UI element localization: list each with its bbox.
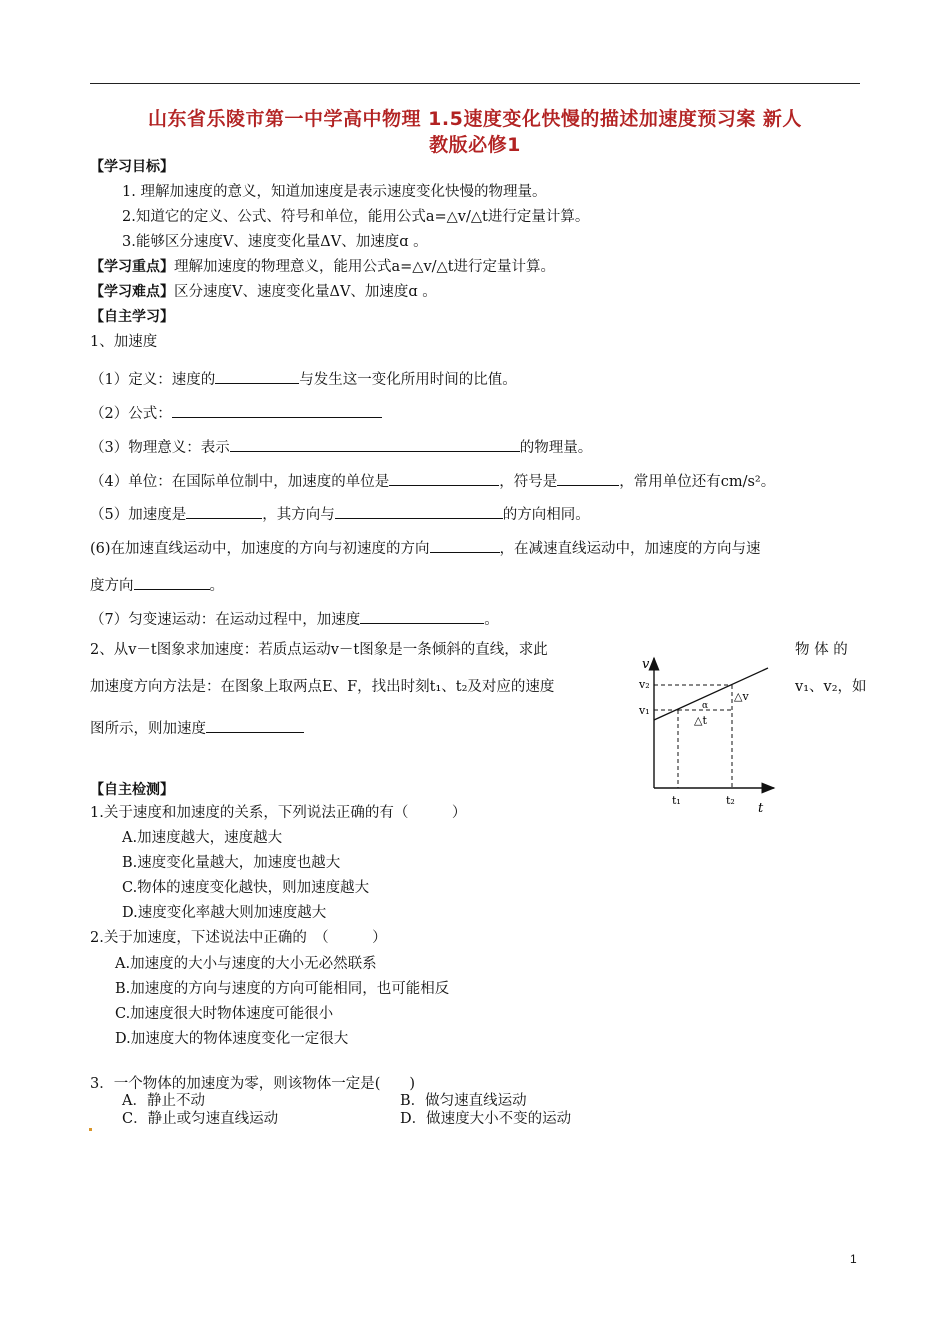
q5-blank-1[interactable] bbox=[186, 504, 262, 519]
key-points-text: 理解加速度的物理意义，能用公式a=△v/△t进行定量计算。 bbox=[174, 259, 555, 275]
q1-option-b[interactable]: B.速度变化量越大，加速度也越大 bbox=[122, 855, 341, 871]
q3-prefix: （3）物理意义：表示 bbox=[90, 440, 230, 456]
q4-prefix: （4）单位：在国际单位制中，加速度的单位是 bbox=[90, 474, 390, 490]
section-2-line3-text: 图所示，则加速度 bbox=[90, 721, 206, 737]
q5-prefix: （5）加速度是 bbox=[90, 507, 187, 523]
objective-item-1: 1. 理解加速度的意义，知道加速度是表示速度变化快慢的物理量。 bbox=[122, 184, 547, 200]
objective-item-2: 2.知道它的定义、公式、符号和单位，能用公式a=△v/△t进行定量计算。 bbox=[122, 209, 590, 225]
q5-middle: ，其方向与 bbox=[262, 507, 335, 523]
q4-suffix: ，常用单位还有cm/s²。 bbox=[619, 474, 776, 490]
page-number: 1 bbox=[850, 1252, 857, 1266]
check-header: 【自主检测】 bbox=[90, 782, 174, 798]
section-2-line2: 加速度方向方法是：在图象上取两点E、F，找出时刻t₁、t₂及对应的速度 bbox=[90, 679, 555, 695]
q3-blank[interactable] bbox=[230, 437, 520, 452]
vt-graph bbox=[628, 648, 786, 818]
header-rule bbox=[90, 83, 860, 84]
vt-line bbox=[654, 668, 768, 720]
q6-blank-1[interactable] bbox=[430, 538, 500, 553]
objectives-header: 【学习目标】 bbox=[90, 159, 174, 175]
v2-label: v₂ bbox=[639, 678, 650, 691]
q5-blank-2[interactable] bbox=[335, 504, 503, 519]
question-definition bbox=[90, 369, 517, 388]
q2-option-a[interactable]: A.加速度的大小与速度的大小无必然联系 bbox=[115, 956, 377, 972]
question-formula bbox=[90, 403, 382, 422]
check-question-3: 3．一个物体的加速度为零，则该物体一定是( ) bbox=[90, 1076, 416, 1092]
self-study-header: 【自主学习】 bbox=[90, 309, 174, 325]
q6-prefix: (6)在加速直线运动中，加速度的方向与初速度的方向 bbox=[90, 541, 430, 557]
v-axis-label: v bbox=[642, 657, 650, 672]
acceleration-blank[interactable] bbox=[206, 718, 304, 733]
q2-option-b[interactable]: B.加速度的方向与速度的方向可能相同，也可能相反 bbox=[115, 981, 450, 997]
q3-suffix: 的物理量。 bbox=[519, 440, 593, 456]
q6-suffix: ，在减速直线运动中，加速度的方向与速 bbox=[499, 541, 761, 557]
difficulties bbox=[90, 285, 437, 300]
dt-label: △t bbox=[694, 714, 707, 727]
t-axis-label: t bbox=[758, 801, 764, 816]
v1-label: v₁ bbox=[639, 704, 650, 717]
t1-label: t₁ bbox=[672, 794, 681, 807]
section-2-line3 bbox=[90, 718, 304, 737]
question-unit bbox=[90, 471, 775, 490]
difficulties-header: 【学习难点】 bbox=[90, 284, 174, 300]
question-vector bbox=[90, 504, 590, 523]
q2-blank[interactable] bbox=[172, 403, 382, 418]
q4-blank-1[interactable] bbox=[389, 471, 499, 486]
key-points-header: 【学习重点】 bbox=[90, 259, 174, 275]
section-2-line2-right: v₁、v₂，如 bbox=[795, 679, 867, 695]
q2-option-d[interactable]: D.加速度大的物体速度变化一定很大 bbox=[115, 1031, 349, 1047]
check-question-1: 1.关于速度和加速度的关系，下列说法正确的有（ ） bbox=[90, 805, 467, 821]
q3-option-d[interactable]: D．做速度大小不变的运动 bbox=[400, 1111, 572, 1127]
stray-mark bbox=[89, 1128, 92, 1131]
section-2-line1: 2、从v－t图象求加速度：若质点运动v－t图象是一条倾斜的直线，求此 bbox=[90, 642, 548, 658]
q6-line2-prefix: 度方向 bbox=[90, 578, 134, 594]
q7-suffix: 。 bbox=[484, 612, 499, 628]
q1-option-a[interactable]: A.加速度越大，速度越大 bbox=[122, 830, 283, 846]
q3-option-a[interactable]: A．静止不动 bbox=[122, 1093, 205, 1109]
q2-option-c[interactable]: C.加速度很大时物体速度可能很小 bbox=[115, 1006, 334, 1022]
question-direction bbox=[90, 538, 761, 557]
q6-line2-suffix: 。 bbox=[209, 578, 224, 594]
q4-blank-2[interactable] bbox=[557, 471, 619, 486]
document-title-line1: 山东省乐陵市第一中学高中物理 1.5速度变化快慢的描述加速度预习案 新人 bbox=[148, 108, 802, 130]
document-title-line2: 教版必修1 bbox=[429, 134, 521, 156]
q1-option-d[interactable]: D.速度变化率越大则加速度越大 bbox=[122, 905, 327, 921]
q1-suffix: 与发生这一变化所用时间的比值。 bbox=[299, 372, 517, 388]
objective-item-3: 3.能够区分速度V、速度变化量ΔV、加速度ɑ 。 bbox=[122, 234, 428, 250]
q3-option-b[interactable]: B．做匀速直线运动 bbox=[400, 1093, 527, 1109]
q1-blank[interactable] bbox=[215, 369, 299, 384]
q7-blank[interactable] bbox=[360, 609, 484, 624]
question-meaning bbox=[90, 437, 592, 456]
q6-blank-2[interactable] bbox=[134, 575, 210, 590]
section-1-title: 1、加速度 bbox=[90, 334, 158, 350]
q1-prefix: （1）定义：速度的 bbox=[90, 372, 216, 388]
section-2-line1-right: 物 体 的 bbox=[795, 642, 848, 658]
q5-suffix: 的方向相同。 bbox=[502, 507, 590, 523]
question-direction-line2 bbox=[90, 575, 224, 594]
difficulties-text: 区分速度V、速度变化量ΔV、加速度ɑ 。 bbox=[174, 284, 437, 300]
q4-middle: ，符号是 bbox=[499, 474, 558, 490]
key-points bbox=[90, 260, 555, 275]
q1-option-c[interactable]: C.物体的速度变化越快，则加速度越大 bbox=[122, 880, 370, 896]
q3-option-c[interactable]: C．静止或匀速直线运动 bbox=[122, 1111, 279, 1127]
dv-label: △v bbox=[734, 690, 749, 703]
q2-prefix: （2）公式： bbox=[90, 406, 172, 422]
question-uniform bbox=[90, 609, 499, 628]
alpha-label: α bbox=[702, 701, 709, 711]
t2-label: t₂ bbox=[726, 794, 735, 807]
check-question-2: 2.关于加速度，下述说法中正确的 （ ） bbox=[90, 930, 387, 946]
q7-prefix: （7）匀变速运动：在运动过程中，加速度 bbox=[90, 612, 361, 628]
